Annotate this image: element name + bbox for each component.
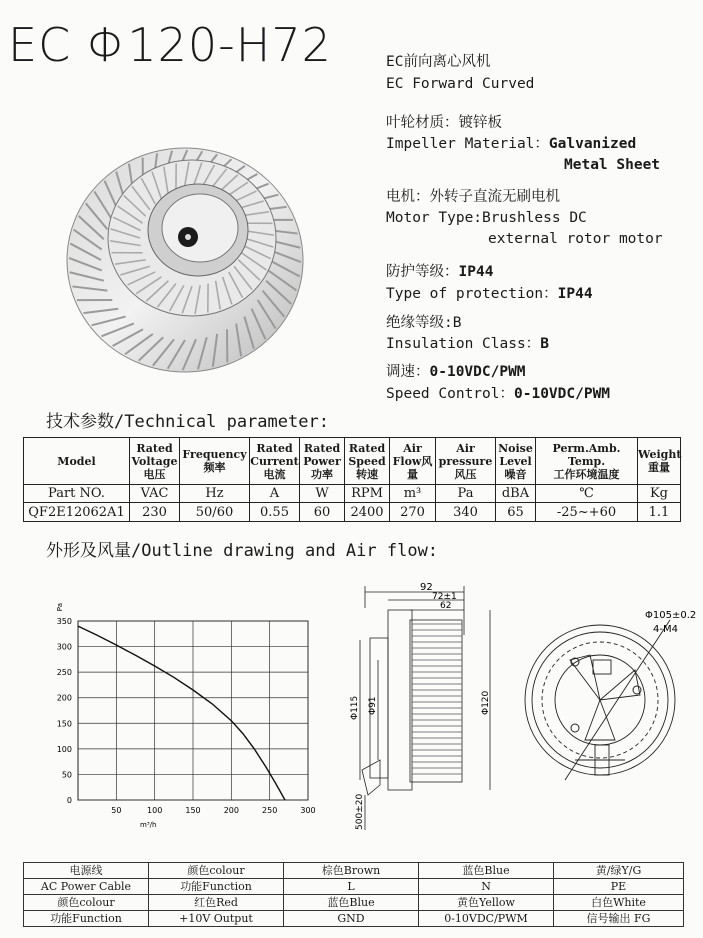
airflow-curve: [78, 626, 285, 800]
power-cell: 颜色colour: [149, 863, 284, 879]
power-cell: 电源线: [24, 863, 149, 879]
tech-header-10: Weight 重量: [638, 438, 681, 485]
protection-en: Type of protection：IP44: [386, 286, 593, 302]
tech-values-4: 60: [300, 503, 345, 522]
tech-header-4: Rated Power 功率: [300, 438, 345, 485]
tech-values-1: 230: [130, 503, 180, 522]
x-tick-label: 300: [300, 806, 316, 815]
tech-units-2: Hz: [180, 485, 250, 503]
power-cable-table: [23, 862, 684, 927]
dim-500: 500±20: [355, 793, 365, 830]
power-cell: PE: [554, 879, 684, 895]
tech-values-7: 340: [436, 503, 496, 522]
tech-header-2: Frequency 频率: [180, 438, 250, 485]
fan-impeller-image: [60, 110, 310, 380]
dim-105: Φ105±0.2: [645, 610, 697, 621]
y-tick-label: 350: [56, 617, 72, 626]
power-cell: L: [284, 879, 419, 895]
x-tick-label: 150: [185, 806, 201, 815]
motor-type-en-2: external rotor motor: [488, 231, 663, 247]
impeller-material-en: Impeller Material：Galvanized: [386, 136, 637, 152]
tech-units-10: Kg: [638, 485, 681, 503]
power-row: [24, 895, 684, 911]
dim-72: 72±1: [432, 592, 457, 602]
y-tick-label: 250: [56, 668, 72, 678]
insulation-cn: 绝缘等级:B: [386, 315, 462, 331]
power-cell: 0-10VDC/PWM: [419, 911, 554, 927]
power-cell: 颜色colour: [24, 895, 149, 911]
speed-control-cn: 调速：0-10VDC/PWM: [386, 364, 526, 380]
tech-param-table: [23, 437, 681, 522]
y-tick-label: 0: [66, 796, 72, 805]
outline-heading: 外形及风量/Outline drawing and Air flow:: [46, 541, 439, 561]
fan-type-cn: EC前向离心风机: [386, 54, 491, 70]
x-tick-label: 250: [262, 806, 278, 815]
y-tick-label: 100: [56, 744, 72, 754]
power-cell: 功能Function: [24, 911, 149, 927]
tech-header-1: Rated Voltage 电压: [130, 438, 180, 485]
tech-header-3: Rated Current 电流: [250, 438, 300, 485]
protection-cn: 防护等级：IP44: [386, 264, 494, 280]
power-cell: 黄/绿Y/G: [554, 863, 684, 879]
dim-62: 62: [440, 601, 452, 611]
x-axis-label: m³/h: [140, 821, 157, 829]
dim-115: Φ115: [350, 695, 360, 720]
power-row: [24, 879, 684, 895]
power-cell: 蓝色Blue: [419, 863, 554, 879]
impeller-material-cn: 叶轮材质：镀锌板: [386, 115, 502, 131]
motor-type-en: Motor Type:Brushless DC: [386, 210, 587, 226]
power-cell: 黄色Yellow: [419, 895, 554, 911]
speed-control-en: Speed Control：0-10VDC/PWM: [386, 386, 611, 402]
impeller-material-en-2: Metal Sheet: [564, 157, 661, 173]
tech-header-8: Noise Level 噪音: [496, 438, 536, 485]
power-cell: 功能Function: [149, 879, 284, 895]
motor-type-cn: 电机：外转子直流无刷电机: [386, 189, 560, 205]
tech-units-3: A: [250, 485, 300, 503]
tech-values-10: 1.1: [638, 503, 681, 522]
tech-units-8: dBA: [496, 485, 536, 503]
power-row: [24, 911, 684, 927]
tech-units-5: RPM: [345, 485, 390, 503]
tech-units-4: W: [300, 485, 345, 503]
y-tick-label: 150: [56, 719, 72, 729]
y-tick-label: 50: [61, 770, 72, 780]
tech-units-1: VAC: [130, 485, 180, 503]
power-cell: 红色Red: [149, 895, 284, 911]
y-tick-label: 300: [56, 642, 72, 652]
dim-91: Φ91: [368, 696, 378, 715]
tech-header-7: Air pressure 风压: [436, 438, 496, 485]
tech-units-0: Part NO.: [24, 485, 130, 503]
front-view-drawing: [515, 600, 703, 790]
product-title: EC Φ120-H72: [8, 18, 332, 72]
tech-header-5: Rated Speed 转速: [345, 438, 390, 485]
dim-120: Φ120: [481, 690, 491, 715]
tech-values-0: QF2E12062A1: [24, 503, 130, 522]
side-view-drawing: [340, 580, 515, 835]
insulation-en: Insulation Class：B: [386, 336, 549, 352]
tech-header-6: Air Flow风 量: [390, 438, 436, 485]
dim-92: 92: [420, 582, 433, 593]
power-cell: 白色White: [554, 895, 684, 911]
tech-units-6: m³: [390, 485, 436, 503]
tech-values-8: 65: [496, 503, 536, 522]
tech-values-3: 0.55: [250, 503, 300, 522]
x-tick-label: 200: [223, 806, 239, 815]
power-cell: 棕色Brown: [284, 863, 419, 879]
tech-param-heading: 技术参数/Technical parameter:: [46, 412, 329, 432]
airflow-chart: [40, 585, 330, 830]
dim-4m4: 4-M4: [653, 624, 678, 635]
power-row: [24, 863, 684, 879]
tech-units-9: ℃: [536, 485, 638, 503]
power-cell: 蓝色Blue: [284, 895, 419, 911]
power-cell: GND: [284, 911, 419, 927]
power-cell: 信号输出 FG: [554, 911, 684, 927]
x-tick-label: 50: [111, 806, 122, 815]
tech-units-7: Pa: [436, 485, 496, 503]
tech-header-9: Perm.Amb. Temp. 工作环境温度: [536, 438, 638, 485]
x-tick-label: 100: [147, 806, 163, 815]
y-tick-label: 200: [56, 693, 72, 703]
y-axis-label: Pa: [56, 603, 64, 612]
power-cell: AC Power Cable: [24, 879, 149, 895]
fan-type-en: EC Forward Curved: [386, 76, 535, 92]
tech-values-9: -25~+60: [536, 503, 638, 522]
tech-header-0: Model: [24, 438, 130, 485]
tech-values-6: 270: [390, 503, 436, 522]
tech-values-5: 2400: [345, 503, 390, 522]
power-cell: N: [419, 879, 554, 895]
power-cell: +10V Output: [149, 911, 284, 927]
tech-values-2: 50/60: [180, 503, 250, 522]
